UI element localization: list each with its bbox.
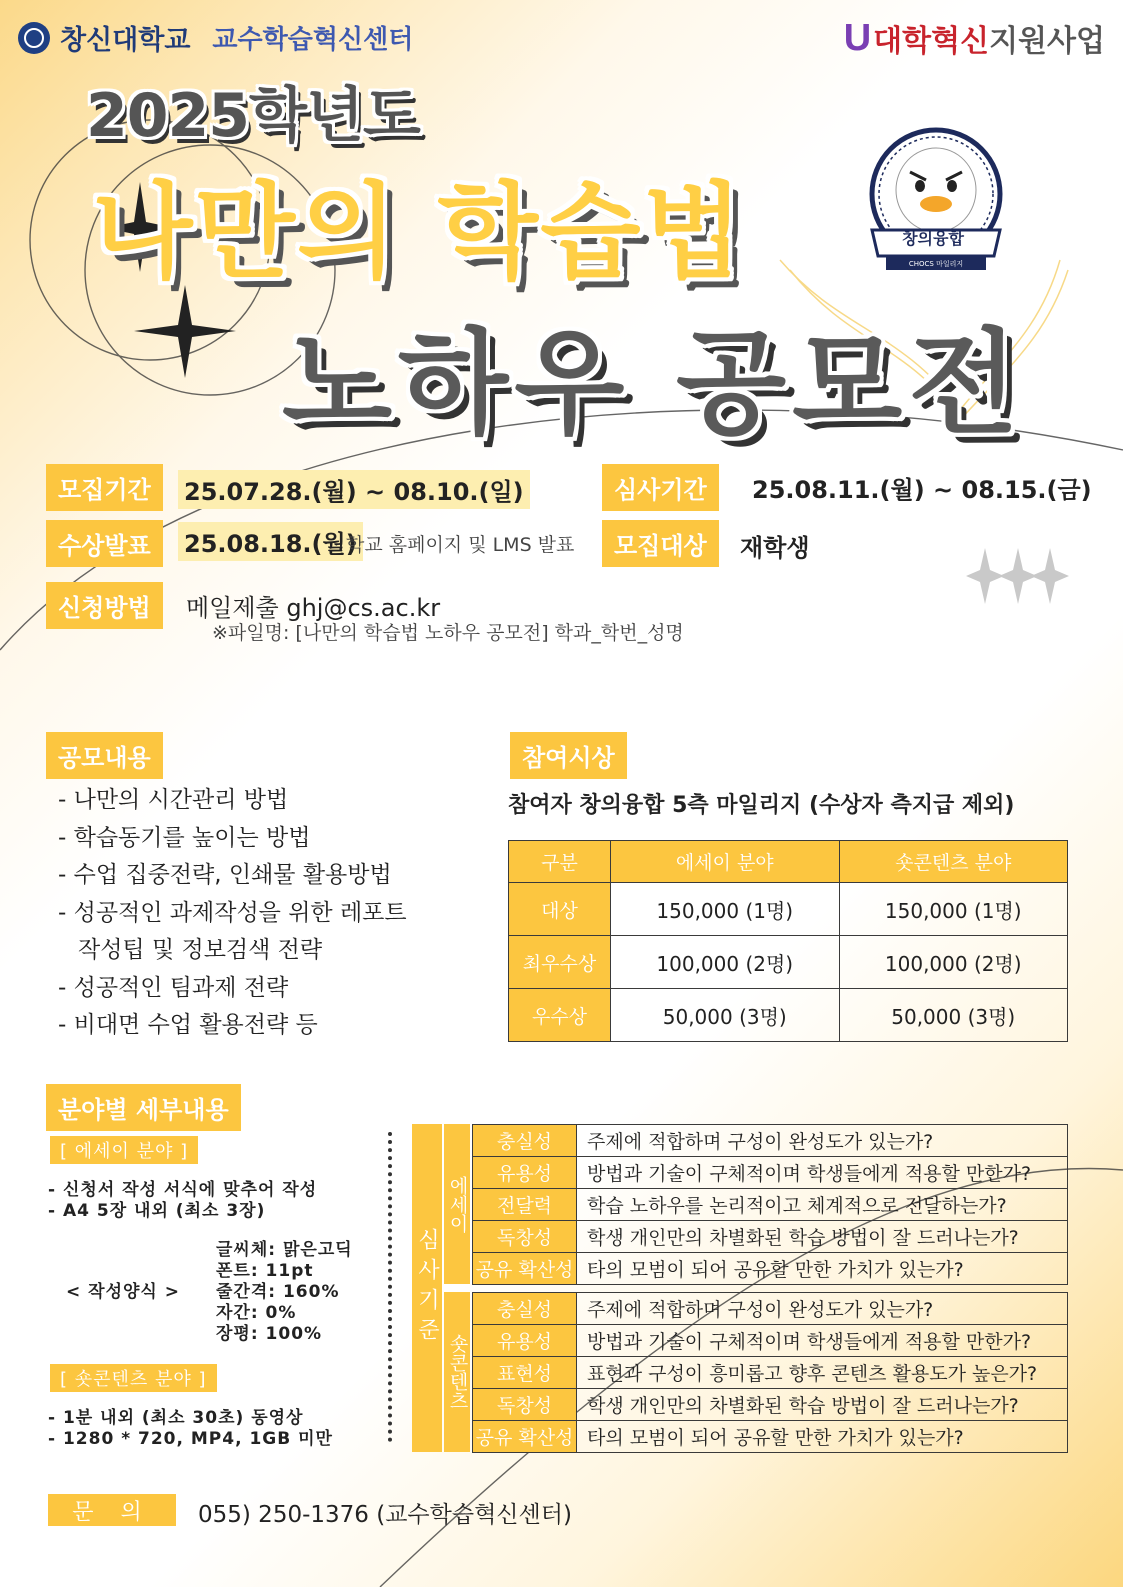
table-row xyxy=(473,1157,1068,1189)
prize-table xyxy=(508,840,1068,1042)
list-item: - 학습동기를 높이는 방법 xyxy=(58,824,311,851)
list-item: 장평: 100% xyxy=(216,1324,323,1344)
announce-note: 학교 홈페이지 및 LMS 발표 xyxy=(346,534,575,556)
table-row xyxy=(473,1421,1068,1453)
table-row xyxy=(509,883,1068,936)
criterion-name: 충실성 xyxy=(473,1125,577,1157)
table-header: 에세이 분야 xyxy=(611,841,840,883)
review-period-value: 25.08.11.(월) ~ 08.15.(금) xyxy=(752,476,1092,504)
table-header-row xyxy=(509,841,1068,883)
criterion-question: 주제에 적합하며 구성이 완성도가 있는가? xyxy=(577,1125,1068,1157)
program-name-grey: 지원사업 xyxy=(989,24,1105,59)
row-header: 최우수상 xyxy=(509,936,611,989)
short-requirements xyxy=(48,1408,333,1450)
criterion-question: 표현과 구성이 흥미롭고 향후 콘텐츠 활용도가 높은가? xyxy=(577,1357,1068,1389)
criterion-name: 충실성 xyxy=(473,1293,577,1325)
list-item: 글씨체: 맑은고딕 xyxy=(216,1240,353,1260)
essay-criteria-table xyxy=(472,1124,1068,1285)
list-item: 자간: 0% xyxy=(216,1303,297,1323)
contact-label: 문 의 xyxy=(48,1494,176,1526)
list-item: - 성공적인 과제작성을 위한 레포트 xyxy=(58,899,407,926)
criteria-label xyxy=(412,1124,442,1452)
table-header: 숏콘텐츠 분야 xyxy=(839,841,1068,883)
criterion-name: 독창성 xyxy=(473,1389,577,1421)
essay-criteria-label-text: 에세이 xyxy=(446,1175,469,1233)
short-criteria-label xyxy=(444,1292,470,1452)
list-item: - 1분 내외 (최소 30초) 동영상 xyxy=(48,1408,304,1428)
list-item: 작성팁 및 정보검색 전략 xyxy=(78,937,323,963)
program-logo-icon: U xyxy=(843,16,872,59)
criterion-question: 학생 개인만의 차별화된 학습 방법이 잘 드러나는가? xyxy=(577,1389,1068,1421)
criterion-question: 학습 노하우를 논리적이고 체계적으로 전달하는가? xyxy=(577,1189,1068,1221)
short-criteria-table xyxy=(472,1292,1068,1453)
table-header: 구분 xyxy=(509,841,611,883)
essay-criteria-label xyxy=(444,1124,470,1284)
table-cell: 50,000 (3명) xyxy=(611,989,840,1042)
dotted-divider xyxy=(388,1132,392,1442)
program-name-red: 대학혁신 xyxy=(873,24,990,59)
main-title-line1: 나만의 학습법 xyxy=(92,171,745,293)
mascot-ribbon: CHOCS 마일리지 xyxy=(908,260,964,268)
list-item: - 비대면 수업 활용전략 등 xyxy=(58,1012,318,1038)
criterion-name: 유용성 xyxy=(473,1157,577,1189)
format-label: < 작성양식 > xyxy=(66,1282,181,1302)
list-item: 폰트: 11pt xyxy=(216,1261,314,1281)
table-cell: 150,000 (1명) xyxy=(839,883,1068,936)
criterion-question: 타의 모범이 되어 공유할 만한 가치가 있는가? xyxy=(577,1421,1068,1453)
target-label: 모집대상 xyxy=(602,520,719,567)
essay-requirements xyxy=(48,1180,317,1222)
criteria-label-text: 심사기준 xyxy=(414,1228,440,1348)
criterion-question: 학생 개인만의 차별화된 학습 방법이 잘 드러나는가? xyxy=(577,1221,1068,1253)
contact-phone: 055) 250-1376 (교수학습혁신센터) xyxy=(198,1502,572,1528)
criterion-name: 전달력 xyxy=(473,1189,577,1221)
table-row xyxy=(473,1125,1068,1157)
prize-subtitle: 참여자 창의융합 5측 마일리지 (수상자 측지급 제외) xyxy=(508,793,1015,818)
university-header xyxy=(18,18,413,57)
target-value: 재학생 xyxy=(740,534,810,562)
list-item: - A4 5장 내외 (최소 3장) xyxy=(48,1201,266,1221)
criterion-name: 표현성 xyxy=(473,1357,577,1389)
table-cell: 100,000 (2명) xyxy=(839,936,1068,989)
list-item: - 신청서 작성 서식에 맞추어 작성 xyxy=(48,1180,318,1200)
details-label: 분야별 세부내용 xyxy=(46,1084,241,1131)
list-item: - 수업 집중전략, 인쇄물 활용방법 xyxy=(58,862,392,888)
announce-label: 수상발표 xyxy=(46,520,163,567)
short-criteria-label-text: 숏콘텐츠 xyxy=(446,1334,469,1410)
apply-method-label: 신청방법 xyxy=(46,582,163,629)
mascot-label: 창의융합 xyxy=(902,229,964,248)
essay-section-tag: [ 에세이 분야 ] xyxy=(50,1136,198,1164)
list-item: - 성공적인 팀과제 전략 xyxy=(58,974,289,1001)
table-row xyxy=(473,1389,1068,1421)
university-name: 창신대학교 xyxy=(60,25,191,56)
announce-date: 25.08.18.(월) xyxy=(178,522,363,561)
criterion-name: 독창성 xyxy=(473,1221,577,1253)
review-period-label: 심사기간 xyxy=(602,464,719,511)
format-spec xyxy=(216,1240,353,1345)
duck-mascot-icon xyxy=(860,120,1012,280)
contents-list xyxy=(58,782,407,1045)
table-row xyxy=(473,1357,1068,1389)
list-item: - 1280 * 720, MP4, 1GB 미만 xyxy=(48,1429,333,1449)
criterion-question: 방법과 기술이 구체적이며 학생들에게 적용할 만한가? xyxy=(577,1325,1068,1357)
table-row xyxy=(509,936,1068,989)
table-row xyxy=(473,1253,1068,1285)
row-header: 대상 xyxy=(509,883,611,936)
recruit-period-label: 모집기간 xyxy=(46,464,163,511)
table-row xyxy=(473,1189,1068,1221)
program-logo xyxy=(844,16,1105,60)
list-item: 줄간격: 160% xyxy=(216,1282,340,1302)
center-name: 교수학습혁신센터 xyxy=(212,25,414,55)
list-item: - 나만의 시간관리 방법 xyxy=(58,787,289,813)
criterion-question: 방법과 기술이 구체적이며 학생들에게 적용할 만한가? xyxy=(577,1157,1068,1189)
year-title: 2025학년도 xyxy=(86,81,420,151)
table-row xyxy=(509,989,1068,1042)
table-cell: 50,000 (3명) xyxy=(839,989,1068,1042)
table-cell: 150,000 (1명) xyxy=(611,883,840,936)
file-name-note: ※파일명: [나만의 학습법 노하우 공모전] 학과_학번_성명 xyxy=(212,622,684,644)
table-cell: 100,000 (2명) xyxy=(611,936,840,989)
row-header: 우수상 xyxy=(509,989,611,1042)
university-seal-icon xyxy=(18,22,50,54)
sparkle-icon xyxy=(966,548,1069,604)
table-row xyxy=(473,1293,1068,1325)
criterion-name: 공유 확산성 xyxy=(473,1421,577,1453)
table-row xyxy=(473,1325,1068,1357)
criterion-question: 주제에 적합하며 구성이 완성도가 있는가? xyxy=(577,1293,1068,1325)
recruit-period-value: 25.07.28.(월) ~ 08.10.(일) xyxy=(178,470,530,509)
table-row xyxy=(473,1221,1068,1253)
prize-label: 참여시상 xyxy=(510,732,627,779)
contents-label: 공모내용 xyxy=(46,732,163,779)
criterion-name: 공유 확산성 xyxy=(473,1253,577,1285)
criterion-name: 유용성 xyxy=(473,1325,577,1357)
criterion-question: 타의 모범이 되어 공유할 만한 가치가 있는가? xyxy=(577,1253,1068,1285)
short-section-tag: [ 숏콘텐츠 분야 ] xyxy=(50,1364,217,1392)
main-title-line2: 노하우 공모전 xyxy=(282,317,1025,450)
apply-method-value: 메일제출 ghj@cs.ac.kr xyxy=(186,594,441,622)
